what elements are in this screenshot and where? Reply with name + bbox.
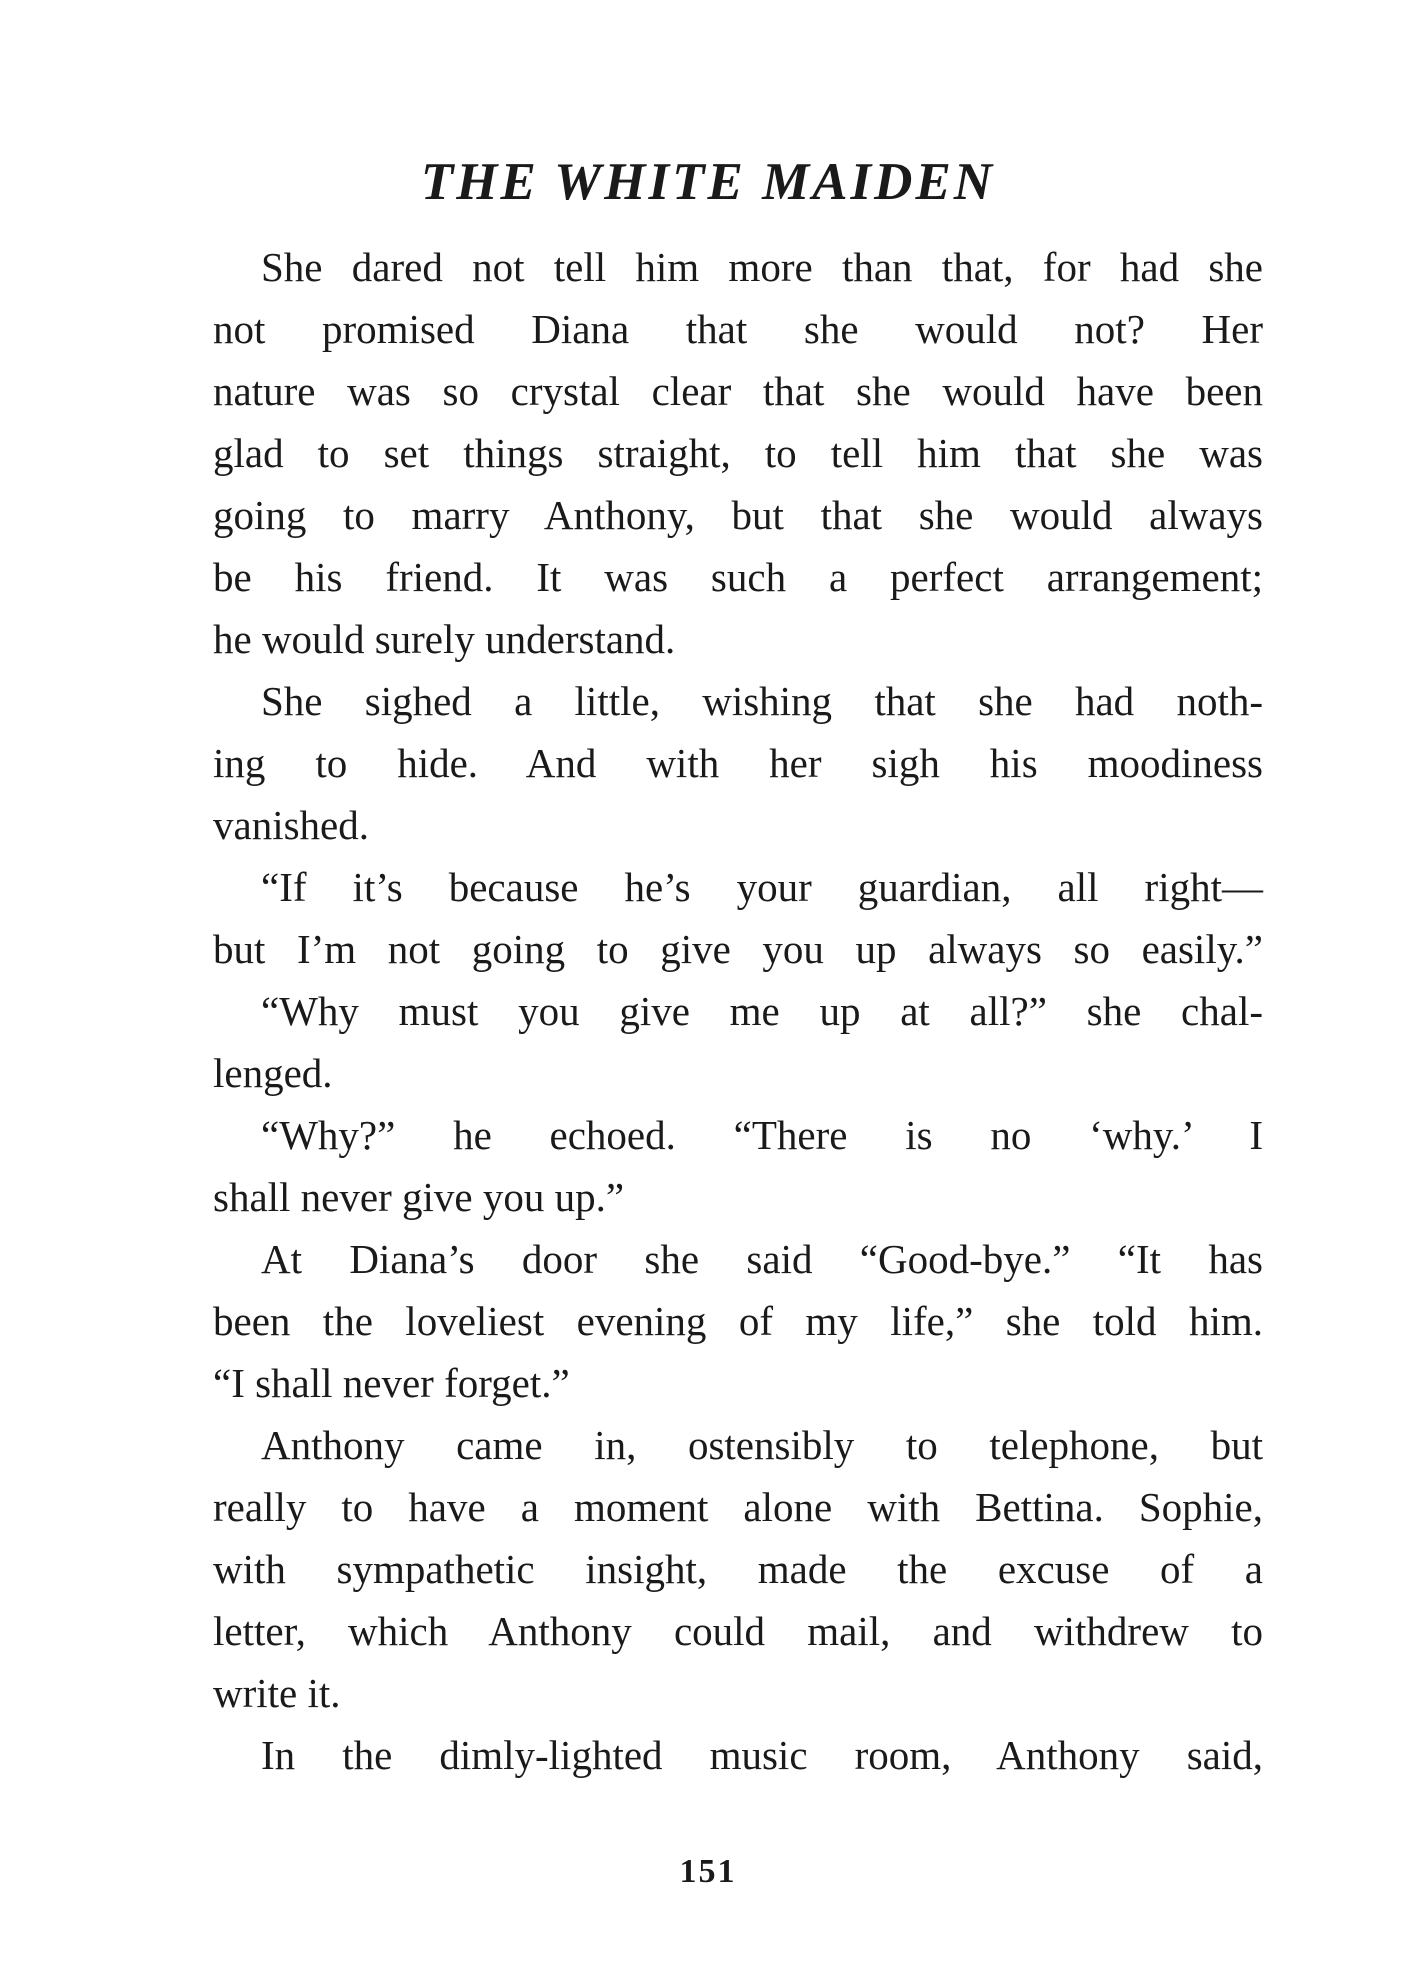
text-line: going to marry Anthony, but that she would always [213, 492, 1263, 538]
text-line: “I shall never forget.” [213, 1360, 570, 1406]
text-line: but I’m not going to give you up always so easily.” [213, 926, 1263, 972]
text-line: “If it’s because he’s your guardian, all right— [261, 864, 1263, 910]
text-line: letter, which Anthony could mail, and withdrew to [213, 1608, 1263, 1654]
page-number: 151 [679, 1853, 737, 1890]
text-line: In the dimly-lighted music room, Anthony said, [261, 1732, 1263, 1778]
text-line: lenged. [213, 1050, 333, 1096]
text-line: been the loveliest evening of my life,” she told him. [213, 1298, 1263, 1344]
text-line: he would surely understand. [213, 616, 676, 662]
text-line: really to have a moment alone with Bettina. Sophie, [213, 1484, 1263, 1530]
text-line: Anthony came in, ostensibly to telephone, but [261, 1422, 1263, 1468]
text-line: “Why must you give me up at all?” she chal- [261, 988, 1263, 1034]
running-head: THE WHITE MAIDEN [420, 153, 996, 211]
text-line: ing to hide. And with her sigh his moodiness [213, 740, 1263, 786]
text-line: nature was so crystal clear that she would have been [213, 368, 1263, 414]
text-line: shall never give you up.” [213, 1174, 625, 1220]
text-line: write it. [213, 1670, 341, 1716]
text-line: She sighed a little, wishing that she had noth- [261, 678, 1263, 724]
text-line: with sympathetic insight, made the excuse of a [213, 1546, 1263, 1592]
body-text [213, 236, 1263, 1786]
text-line: “Why?” he echoed. “There is no ‘why.’ I [261, 1112, 1263, 1158]
text-line: not promised Diana that she would not? Her [213, 306, 1263, 352]
text-line: At Diana’s door she said “Good-bye.” “It has [261, 1236, 1263, 1282]
text-line: vanished. [213, 802, 369, 848]
text-line: be his friend. It was such a perfect arrangement; [213, 554, 1263, 600]
text-line: glad to set things straight, to tell him that she was [213, 430, 1263, 476]
text-line: She dared not tell him more than that, for had she [261, 244, 1263, 290]
